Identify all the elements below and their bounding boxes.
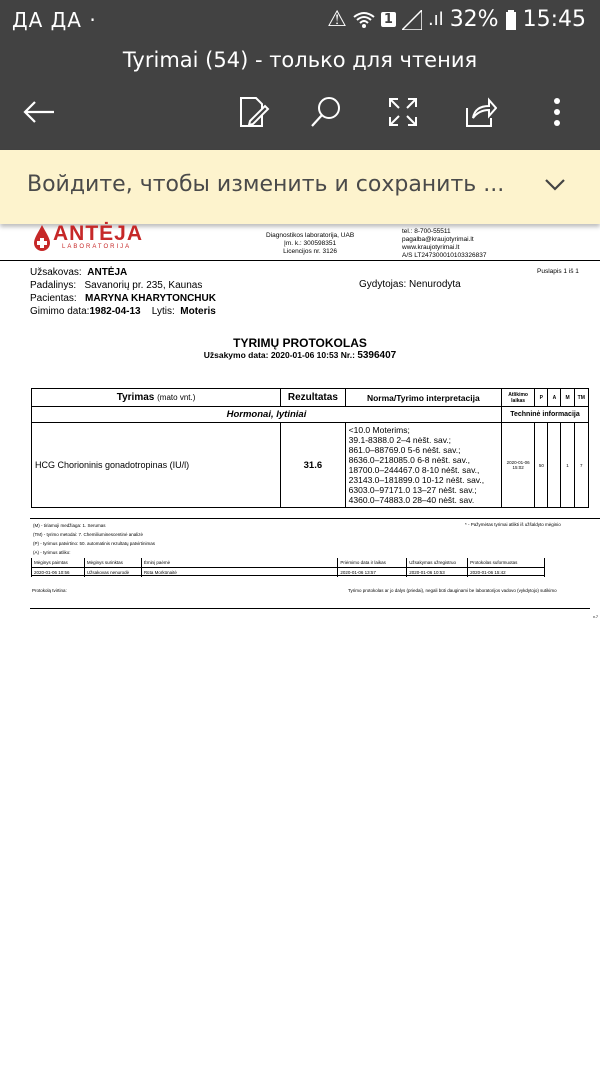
status-bar xyxy=(0,0,600,42)
share-button[interactable] xyxy=(460,92,500,132)
sample-header: Protokolas suformuotas xyxy=(468,558,545,568)
norm-line: 6303.0–97171.0 13–27 nėšt. sav.; xyxy=(348,485,477,495)
doctor-info xyxy=(359,279,461,290)
table-divider xyxy=(30,518,600,519)
signal-icon xyxy=(402,10,422,30)
system-icons xyxy=(327,7,586,32)
sample-value: 2020-01-06 10:53 xyxy=(407,568,468,578)
test-a xyxy=(548,423,561,508)
more-vert-icon xyxy=(553,97,561,127)
norm-line: 8636.0–218085.0 6-8 nėšt. sav., xyxy=(348,455,470,465)
sample-header: Užsakymas užregistruo xyxy=(407,558,468,568)
sample-value: 2020-01-06 13:57 xyxy=(338,568,407,578)
sample-header: Priėmimo data ir laikas xyxy=(338,558,407,568)
clock: 15:45 xyxy=(522,7,586,32)
header-label: Tyrimas xyxy=(116,392,155,403)
sample-table-bottom xyxy=(31,575,545,576)
test-tm: 7 xyxy=(574,423,588,508)
division-value: Savanorių pr. 235, Kaunas xyxy=(84,280,203,291)
header-norm: Norma/Tyrimo interpretacija xyxy=(345,389,501,407)
legend xyxy=(33,521,155,557)
test-time: 2020-01-06 15:02 xyxy=(501,423,534,508)
edit-button[interactable] xyxy=(233,92,273,132)
header-tyrimas xyxy=(32,389,281,407)
technical-info-header: Techninė informacija xyxy=(501,407,588,423)
label: Padalinys: xyxy=(30,280,77,291)
contact-phone: tel.: 8-700-55511 xyxy=(402,228,451,235)
frozen-note: * - Pažymėtas tyrimai atlikti iš užšaldyto mėginio xyxy=(465,522,561,527)
logo-name: ANTĖJA xyxy=(53,222,144,245)
header-m: M xyxy=(561,389,574,407)
header-tm: TM xyxy=(574,389,588,407)
norm-line: 39.1-8388.0 2–4 nėšt. sav.; xyxy=(348,435,452,445)
table-header-row xyxy=(32,389,589,407)
sample-header-row xyxy=(32,558,545,568)
search-button[interactable] xyxy=(306,92,346,132)
sample-header: Mėginys paimtas xyxy=(32,558,85,568)
test-result: 31.6 xyxy=(281,423,346,508)
notification-icons: ДА ДА · xyxy=(12,8,97,32)
header-time: Atlikimo laikas xyxy=(501,389,534,407)
label: Pacientas: xyxy=(30,293,77,304)
battery-percent: 32% xyxy=(449,7,499,32)
protocol-title: TYRIMŲ PROTOKOLAS xyxy=(233,336,367,350)
warning-icon: ⚠ xyxy=(327,7,347,32)
edit-document-icon xyxy=(236,95,270,129)
legend-item: (TM) - tyrimo metodai: 7. Chemiliuminescentinė analizė xyxy=(33,532,144,537)
app-bar xyxy=(0,42,600,150)
results-table xyxy=(31,388,589,508)
header-result: Rezultatas xyxy=(281,389,346,407)
header-p: P xyxy=(535,389,548,407)
sex-value: Moteris xyxy=(180,306,216,317)
share-icon xyxy=(463,96,497,128)
orderer-value: ANTĖJA xyxy=(87,267,128,278)
logo-drop-icon xyxy=(33,224,51,252)
banner-text: Войдите, чтобы изменить и сохранить ... xyxy=(27,172,505,197)
sample-value: 2020-01-06 10:56 xyxy=(32,568,85,578)
label: Gydytojas: xyxy=(359,279,407,290)
chevron-down-icon[interactable] xyxy=(544,178,566,192)
section-title: Hormonai, lytiniai xyxy=(32,407,502,423)
fullscreen-button[interactable] xyxy=(383,92,423,132)
order-number: 5396407 xyxy=(357,350,397,361)
disclaimer: Tyrimo protokolas ar jo dalys (priedai), negali būti dauginami be laboratorijos vadovo (vykdytojo) sutikimo xyxy=(348,588,557,593)
contact-web: www.kraujotyrimai.lt xyxy=(402,244,460,251)
contact-email: pagalba@kraujotyrimai.lt xyxy=(402,236,474,243)
sim-badge: 1 xyxy=(381,12,396,27)
doctor-value: Nenurodyta xyxy=(409,279,461,290)
corner-mark: v.7 xyxy=(593,614,599,619)
table-row xyxy=(32,423,589,508)
company-license: Licencijos nr. 3126 xyxy=(283,248,337,255)
contact-info xyxy=(402,228,486,260)
order-label: Užsakymo data: 2020-01-06 10:53 Nr.: xyxy=(203,350,355,360)
label: Gimimo data: xyxy=(30,306,90,317)
section-row xyxy=(32,407,589,423)
sample-header: Mėginys surinktas xyxy=(84,558,141,568)
header-a: A xyxy=(548,389,561,407)
sample-header: Ėminį paėmė xyxy=(141,558,338,568)
signal-bars-icon: .ıl xyxy=(427,9,444,30)
approver-label: Protokolą tvirtina: xyxy=(32,588,67,593)
patient-info xyxy=(30,266,216,318)
legend-item: (M) - tiriamoji medžiaga: 1. Serumas xyxy=(33,523,106,528)
more-options-button[interactable] xyxy=(537,92,577,132)
sample-value: 2020-01-06 15:42 xyxy=(468,568,545,578)
footer-divider xyxy=(30,608,590,609)
legend-item: (A) - tyrimus atliko: xyxy=(33,550,71,555)
document-title: Tyrimai (54) - только для чтения xyxy=(122,48,478,72)
battery-icon xyxy=(505,10,517,30)
norm-line: 18700.0–244467.0 8-10 nėšt. sav., xyxy=(348,465,480,475)
sample-value: Užsakovas nenurodė xyxy=(84,568,141,578)
header-divider xyxy=(0,260,600,261)
norm-line: 861.0–88769.0 5-6 nėšt. sav.; xyxy=(348,445,461,455)
company-code: Įm. k.: 300598351 xyxy=(284,240,337,247)
test-m: 1 xyxy=(561,423,574,508)
test-p: 50 xyxy=(535,423,548,508)
norm-cell xyxy=(345,423,501,508)
sign-in-banner[interactable] xyxy=(0,150,600,224)
back-arrow-icon xyxy=(23,100,55,124)
order-info xyxy=(0,350,600,361)
company-name: Diagnostikos laboratorija, UAB xyxy=(266,232,355,239)
legend-item: (P) - tyrimus patvirtino: 50. automatinis rezultatų patvirtinimas xyxy=(33,541,156,546)
contact-account: A/S LT247300010103326837 xyxy=(402,252,487,259)
expand-icon xyxy=(388,97,418,127)
test-name: HCG Chorioninis gonadotropinas (IU/l) xyxy=(32,423,281,508)
search-icon xyxy=(309,95,343,129)
norm-line: <10.0 Moterims; xyxy=(348,425,410,435)
header-sub: (mato vnt.) xyxy=(157,393,196,402)
back-button[interactable] xyxy=(19,92,59,132)
birth-date: 1982-04-13 xyxy=(89,306,141,317)
page-number: Puslapis 1 iš 1 xyxy=(537,268,579,275)
wifi-icon xyxy=(353,11,375,29)
label: Užsakovas: xyxy=(30,267,82,278)
company-info xyxy=(266,232,354,256)
logo-subtitle: LABORATORIJA xyxy=(62,244,132,250)
document-page xyxy=(0,224,600,624)
sample-value: Rūta Morkūnaitė xyxy=(141,568,338,578)
norm-line: 4360.0–74883.0 28–40 nėšt. sav. xyxy=(348,495,475,505)
label: Lytis: xyxy=(151,306,175,317)
patient-name: MARYNA KHARYTONCHUK xyxy=(85,293,216,304)
norm-line: 23143.0–181899.0 10-12 nėšt. sav., xyxy=(348,475,485,485)
